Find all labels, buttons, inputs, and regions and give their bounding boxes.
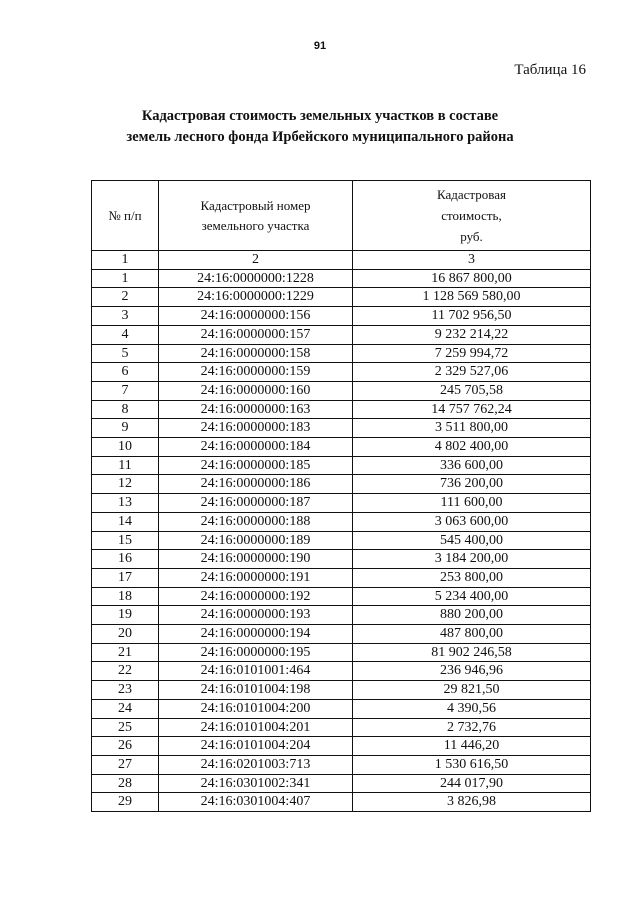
page-title bbox=[0, 106, 640, 148]
cadastral-value-cell: 253 800,00 bbox=[353, 568, 591, 587]
table-row bbox=[92, 400, 591, 419]
row-number-cell: 13 bbox=[92, 494, 159, 513]
table-row bbox=[92, 643, 591, 662]
cadastral-value-cell: 487 800,00 bbox=[353, 625, 591, 644]
cadastral-value-cell: 1 128 569 580,00 bbox=[353, 288, 591, 307]
row-number-cell: 22 bbox=[92, 662, 159, 681]
table-row bbox=[92, 438, 591, 457]
column-number: 3 bbox=[353, 251, 591, 270]
cadastral-value-cell: 81 902 246,58 bbox=[353, 643, 591, 662]
cadastral-number-cell: 24:16:0000000:187 bbox=[159, 494, 353, 513]
cadastral-number-cell: 24:16:0000000:188 bbox=[159, 512, 353, 531]
cadastral-number-cell: 24:16:0101001:464 bbox=[159, 662, 353, 681]
row-number-cell: 27 bbox=[92, 755, 159, 774]
header-cadastral-line-1: Кадастровый номер bbox=[200, 197, 311, 213]
table-row bbox=[92, 288, 591, 307]
row-number-cell: 19 bbox=[92, 606, 159, 625]
cadastral-value-cell: 2 329 527,06 bbox=[353, 363, 591, 382]
cadastral-number-cell: 24:16:0000000:163 bbox=[159, 400, 353, 419]
row-number-cell: 8 bbox=[92, 400, 159, 419]
row-number-cell: 2 bbox=[92, 288, 159, 307]
cadastral-value-cell: 336 600,00 bbox=[353, 456, 591, 475]
table-row bbox=[92, 662, 591, 681]
cadastral-number-cell: 24:16:0000000:190 bbox=[159, 550, 353, 569]
cadastral-value-cell: 14 757 762,24 bbox=[353, 400, 591, 419]
table-row bbox=[92, 456, 591, 475]
table-row bbox=[92, 419, 591, 438]
cadastral-number-cell: 24:16:0000000:192 bbox=[159, 587, 353, 606]
table-row bbox=[92, 737, 591, 756]
cadastral-value-cell: 11 446,20 bbox=[353, 737, 591, 756]
cadastral-number-cell: 24:16:0000000:194 bbox=[159, 625, 353, 644]
cadastral-number-cell: 24:16:0000000:1229 bbox=[159, 288, 353, 307]
cadastral-value-cell: 111 600,00 bbox=[353, 494, 591, 513]
row-number-cell: 20 bbox=[92, 625, 159, 644]
column-number: 1 bbox=[92, 251, 159, 270]
row-number-cell: 17 bbox=[92, 568, 159, 587]
cadastral-value-cell: 3 063 600,00 bbox=[353, 512, 591, 531]
row-number-cell: 28 bbox=[92, 774, 159, 793]
row-number-cell: 4 bbox=[92, 325, 159, 344]
cadastral-value-cell: 1 530 616,50 bbox=[353, 755, 591, 774]
cadastral-number-cell: 24:16:0000000:191 bbox=[159, 568, 353, 587]
row-number-cell: 25 bbox=[92, 718, 159, 737]
table-label: Таблица 16 bbox=[514, 62, 586, 78]
table-row bbox=[92, 774, 591, 793]
row-number-cell: 1 bbox=[92, 269, 159, 288]
cadastral-number-cell: 24:16:0000000:185 bbox=[159, 456, 353, 475]
cadastral-value-cell: 16 867 800,00 bbox=[353, 269, 591, 288]
cadastral-number-cell: 24:16:0101004:198 bbox=[159, 681, 353, 700]
page-number: 91 bbox=[313, 40, 327, 52]
table-row bbox=[92, 269, 591, 288]
header-cadastral-number bbox=[159, 181, 353, 251]
cadastral-number-cell: 24:16:0000000:157 bbox=[159, 325, 353, 344]
table-row bbox=[92, 381, 591, 400]
cadastral-value-cell: 880 200,00 bbox=[353, 606, 591, 625]
row-number-cell: 15 bbox=[92, 531, 159, 550]
row-number-cell: 5 bbox=[92, 344, 159, 363]
header-cadastral-line-2: земельного участка bbox=[201, 217, 310, 233]
title-line-1: Кадастровая стоимость земельных участков в составе bbox=[141, 108, 499, 124]
cadastral-value-cell: 11 702 956,50 bbox=[353, 307, 591, 326]
cadastral-number-cell: 24:16:0000000:195 bbox=[159, 643, 353, 662]
cadastral-number-cell: 24:16:0000000:183 bbox=[159, 419, 353, 438]
table-row bbox=[92, 681, 591, 700]
cadastral-number-cell: 24:16:0000000:159 bbox=[159, 363, 353, 382]
cadastral-value-cell: 3 511 800,00 bbox=[353, 419, 591, 438]
cadastral-value-cell: 9 232 214,22 bbox=[353, 325, 591, 344]
table-row bbox=[92, 606, 591, 625]
column-number: 2 bbox=[159, 251, 353, 270]
table-row bbox=[92, 475, 591, 494]
cadastral-value-cell: 245 705,58 bbox=[353, 381, 591, 400]
table-row bbox=[92, 344, 591, 363]
table-row bbox=[92, 625, 591, 644]
cadastral-value-cell: 2 732,76 bbox=[353, 718, 591, 737]
row-number-cell: 21 bbox=[92, 643, 159, 662]
title-line-2: земель лесного фонда Ирбейского муниципального района bbox=[126, 129, 514, 145]
table-row bbox=[92, 307, 591, 326]
table-row bbox=[92, 531, 591, 550]
cadastral-value-table bbox=[91, 180, 591, 812]
table-row bbox=[92, 550, 591, 569]
row-number-cell: 3 bbox=[92, 307, 159, 326]
header-value-line-1: Кадастровая bbox=[437, 187, 506, 202]
cadastral-number-cell: 24:16:0101004:200 bbox=[159, 699, 353, 718]
column-number-row bbox=[92, 251, 591, 270]
table-row bbox=[92, 718, 591, 737]
header-value-line-2: стоимость, bbox=[441, 208, 502, 223]
cadastral-value-cell: 3 184 200,00 bbox=[353, 550, 591, 569]
table-row bbox=[92, 568, 591, 587]
row-number-cell: 26 bbox=[92, 737, 159, 756]
row-number-cell: 29 bbox=[92, 793, 159, 812]
cadastral-number-cell: 24:16:0000000:158 bbox=[159, 344, 353, 363]
cadastral-value-cell: 236 946,96 bbox=[353, 662, 591, 681]
cadastral-number-cell: 24:16:0000000:193 bbox=[159, 606, 353, 625]
header-value-line-3: руб. bbox=[460, 229, 483, 244]
cadastral-value-cell: 736 200,00 bbox=[353, 475, 591, 494]
row-number-cell: 11 bbox=[92, 456, 159, 475]
cadastral-number-cell: 24:16:0000000:156 bbox=[159, 307, 353, 326]
row-number-cell: 23 bbox=[92, 681, 159, 700]
cadastral-value-cell: 4 802 400,00 bbox=[353, 438, 591, 457]
row-number-cell: 14 bbox=[92, 512, 159, 531]
table-row bbox=[92, 755, 591, 774]
cadastral-number-cell: 24:16:0000000:1228 bbox=[159, 269, 353, 288]
row-number-cell: 16 bbox=[92, 550, 159, 569]
cadastral-number-cell: 24:16:0000000:186 bbox=[159, 475, 353, 494]
header-number: № п/п bbox=[92, 181, 159, 251]
cadastral-number-cell: 24:16:0301002:341 bbox=[159, 774, 353, 793]
row-number-cell: 12 bbox=[92, 475, 159, 494]
cadastral-number-cell: 24:16:0000000:184 bbox=[159, 438, 353, 457]
cadastral-value-cell: 7 259 994,72 bbox=[353, 344, 591, 363]
table-row bbox=[92, 494, 591, 513]
cadastral-value-cell: 29 821,50 bbox=[353, 681, 591, 700]
table-row bbox=[92, 325, 591, 344]
row-number-cell: 24 bbox=[92, 699, 159, 718]
table-header-row bbox=[92, 181, 591, 251]
table-row bbox=[92, 793, 591, 812]
row-number-cell: 9 bbox=[92, 419, 159, 438]
cadastral-number-cell: 24:16:0000000:189 bbox=[159, 531, 353, 550]
row-number-cell: 7 bbox=[92, 381, 159, 400]
row-number-cell: 6 bbox=[92, 363, 159, 382]
header-cadastral-value bbox=[353, 181, 591, 251]
table-row bbox=[92, 512, 591, 531]
cadastral-number-cell: 24:16:0101004:204 bbox=[159, 737, 353, 756]
cadastral-value-cell: 4 390,56 bbox=[353, 699, 591, 718]
table-row bbox=[92, 699, 591, 718]
cadastral-value-cell: 545 400,00 bbox=[353, 531, 591, 550]
row-number-cell: 10 bbox=[92, 438, 159, 457]
table-row bbox=[92, 363, 591, 382]
cadastral-value-cell: 5 234 400,00 bbox=[353, 587, 591, 606]
table-row bbox=[92, 587, 591, 606]
cadastral-number-cell: 24:16:0000000:160 bbox=[159, 381, 353, 400]
cadastral-value-cell: 3 826,98 bbox=[353, 793, 591, 812]
row-number-cell: 18 bbox=[92, 587, 159, 606]
cadastral-number-cell: 24:16:0101004:201 bbox=[159, 718, 353, 737]
cadastral-number-cell: 24:16:0301004:407 bbox=[159, 793, 353, 812]
cadastral-value-cell: 244 017,90 bbox=[353, 774, 591, 793]
cadastral-number-cell: 24:16:0201003:713 bbox=[159, 755, 353, 774]
